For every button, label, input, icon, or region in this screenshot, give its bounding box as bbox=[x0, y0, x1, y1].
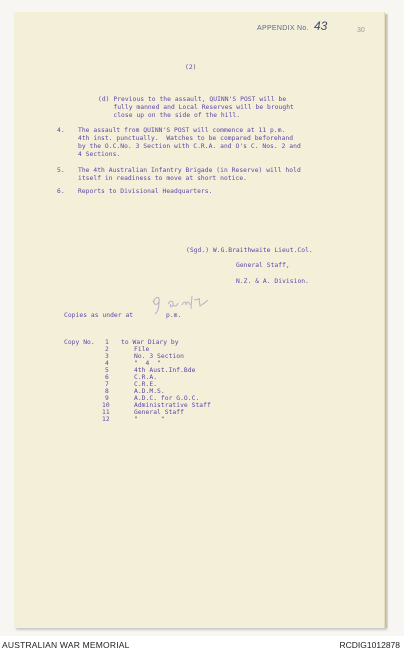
copy-no-11: 11 bbox=[102, 409, 110, 416]
copy-to-12: " " bbox=[134, 416, 165, 423]
item-4-line-1: The assault from QUINN'S POST will commence at 11 p.m. bbox=[78, 127, 286, 134]
item-5-line-1: The 4th Australian Infantry Brigade (in Reserve) will hold bbox=[78, 167, 301, 174]
copy-no-7: 7 bbox=[105, 381, 109, 388]
signature-title: General Staff, bbox=[236, 262, 290, 269]
appendix-label: APPENDIX No. bbox=[257, 25, 309, 32]
item-6-number: 6. bbox=[57, 188, 65, 195]
signature-line: (Sgd.) W.G.Braithwaite Lieut.Col. bbox=[186, 247, 313, 254]
folio-number: 30 bbox=[357, 27, 365, 34]
copy-no-8: 8 bbox=[105, 388, 109, 395]
copy-to-5: 4th Aust.Inf.Bde bbox=[134, 367, 196, 374]
item-4-line-4: 4 Sections. bbox=[78, 151, 121, 158]
copy-to-7: C.R.E. bbox=[134, 381, 158, 388]
footer-institution: AUSTRALIAN WAR MEMORIAL bbox=[2, 640, 130, 650]
footer-record-id: RCDIG1012878 bbox=[339, 640, 400, 650]
item-d-line-2: fully manned and Local Reserves will be brought bbox=[98, 104, 294, 111]
copy-no-6: 6 bbox=[105, 374, 109, 381]
copy-to-9: A.D.C. for G.O.C. bbox=[134, 395, 200, 402]
copy-no-9: 9 bbox=[105, 395, 109, 402]
item-4-line-3: by the O.C.No. 3 Section with C.R.A. and O's C. Nos. 2 and bbox=[78, 143, 301, 150]
copy-no-3: 3 bbox=[105, 353, 109, 360]
copy-no-1: 1 bbox=[105, 339, 109, 346]
appendix-number: 43 bbox=[314, 19, 328, 33]
copy-to-1: to War Diary by bbox=[121, 339, 179, 346]
copy-to-10: Administrative Staff bbox=[134, 402, 211, 409]
item-6-line-1: Reports to Divisional Headquarters. bbox=[78, 188, 213, 195]
copy-no-10: 10 bbox=[102, 402, 110, 409]
copy-to-11: General Staff bbox=[134, 409, 184, 416]
copy-to-4: " 4 " bbox=[134, 360, 161, 367]
copy-no-4: 4 bbox=[105, 360, 109, 367]
item-d-line-3: close up on the side of the hill. bbox=[98, 112, 241, 119]
copy-no-2: 2 bbox=[105, 346, 109, 353]
copy-no-12: 12 bbox=[102, 416, 110, 423]
item-4-number: 4. bbox=[57, 127, 65, 134]
item-5-number: 5. bbox=[57, 167, 65, 174]
copy-to-6: C.R.A. bbox=[134, 374, 158, 381]
item-d-line-1: (d) Previous to the assault, QUINN'S POST will be bbox=[98, 96, 287, 103]
copies-issued-suffix: p.m. bbox=[166, 312, 182, 319]
item-5-line-2: itself in readiness to move at short notice. bbox=[78, 175, 248, 182]
page-number: (2) bbox=[185, 64, 197, 71]
copies-issued-prefix: Copies as under at bbox=[64, 312, 134, 319]
copy-to-3: No. 3 Section bbox=[134, 353, 184, 360]
copy-to-8: A.D.M.S. bbox=[134, 388, 165, 395]
handwritten-time bbox=[150, 292, 212, 316]
signature-division: N.Z. & A. Division. bbox=[236, 278, 309, 285]
copy-no-5: 5 bbox=[105, 367, 109, 374]
item-4-line-2: 4th inst. punctually. Watches to be compared beforehand bbox=[78, 135, 294, 142]
copy-list-header: Copy No. bbox=[64, 339, 95, 346]
copy-to-2: File bbox=[134, 346, 150, 353]
